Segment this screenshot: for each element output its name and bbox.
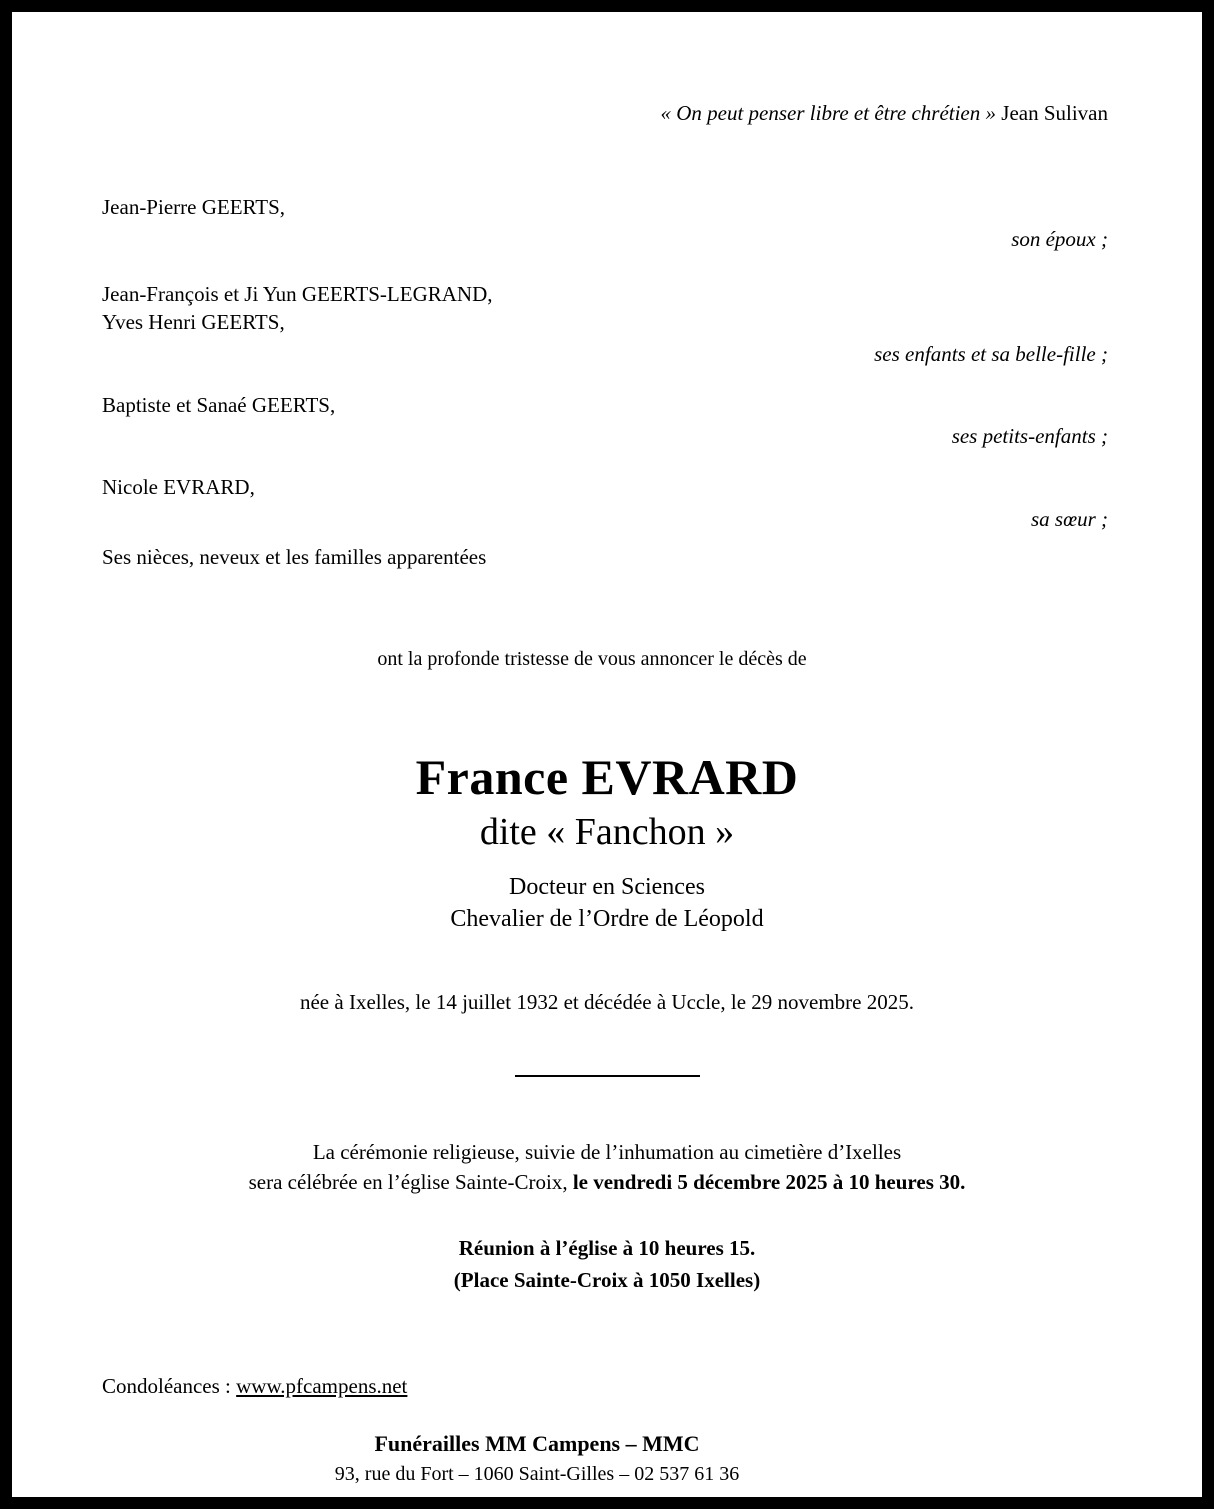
ceremony-line-2: [102, 1167, 1112, 1197]
condolences-label: Condoléances :: [102, 1374, 237, 1399]
family-names-children: [102, 280, 1112, 337]
family-name: Baptiste et Sanaé GEERTS,: [102, 392, 336, 417]
deceased-block: [102, 749, 1112, 935]
announcement-line: ont la profonde tristesse de vous annoncer le décès de: [377, 648, 807, 671]
epigraph: [102, 100, 1108, 127]
deceased-alias: dite « Fanchon »: [479, 811, 735, 854]
family-relation-children: ses enfants et sa belle-fille ;: [874, 341, 1108, 366]
divider-wrap: [102, 1067, 1112, 1085]
birth-death-dates: née à Ixelles, le 14 juillet 1932 et décédée à Uccle, le 29 novembre 2025.: [299, 989, 914, 1014]
family-relation-grandchildren: ses petits-enfants ;: [951, 424, 1108, 449]
deceased-title-primary: Docteur en Sciences: [509, 873, 705, 900]
condolences-line: [102, 1374, 1112, 1399]
reunion-block: [102, 1233, 1112, 1296]
family-group-sister: [102, 473, 1112, 532]
notice-content: [12, 12, 1202, 1497]
ceremony-date-time: le vendredi 5 décembre 2025 à 10 heures 30.: [572, 1169, 966, 1194]
family-name: Jean-François et Ji Yun GEERTS-LEGRAND,: [102, 281, 493, 306]
family-names-spouse: [102, 193, 1112, 221]
ceremony-line-2-prefix: sera célébrée en l’église Sainte-Croix,: [248, 1169, 573, 1194]
ceremony-block: [102, 1137, 1112, 1198]
funeral-home-footer: [0, 1429, 1112, 1488]
reunion-place: (Place Sainte-Croix à 1050 Ixelles): [453, 1267, 761, 1292]
family-group-grandchildren: [102, 391, 1112, 450]
spacer: [102, 254, 1112, 280]
reunion-time: Réunion à l’église à 10 heures 15.: [458, 1236, 756, 1261]
family-name: Jean-Pierre GEERTS,: [102, 195, 286, 220]
family-relation-spouse: son époux ;: [1011, 226, 1108, 251]
epigraph-quote: « On peut penser libre et être chrétien »: [660, 101, 997, 125]
family-name: Yves Henri GEERTS,: [102, 310, 285, 335]
deceased-title-secondary: Chevalier de l’Ordre de Léopold: [450, 906, 764, 933]
funeral-home-name: Funérailles MM Campens – MMC: [374, 1431, 700, 1457]
spacer: [102, 369, 1112, 391]
family-name: Nicole EVRARD,: [102, 475, 255, 500]
family-extended: Ses nièces, neveux et les familles apparentées: [102, 545, 487, 570]
family-names-grandchildren: [102, 391, 1112, 419]
epigraph-author: Jean Sulivan: [1001, 101, 1108, 125]
deceased-name: France EVRARD: [415, 749, 799, 806]
notice-border-frame: [10, 10, 1204, 1499]
funeral-home-address: 93, rue du Fort – 1060 Saint-Gilles – 02 537 61 36: [334, 1463, 740, 1486]
ceremony-line-1: La cérémonie religieuse, suivie de l’inhumation au cimetière d’Ixelles: [312, 1139, 902, 1164]
horizontal-divider: [515, 1074, 700, 1077]
family-group-children: [102, 280, 1112, 367]
family-relation-sister: sa sœur ;: [1030, 506, 1108, 531]
family-list: [102, 193, 1112, 570]
family-group-spouse: [102, 193, 1112, 252]
family-names-sister: [102, 473, 1112, 501]
condolences-link[interactable]: www.pfcampens.net: [236, 1374, 408, 1399]
spacer: [102, 451, 1112, 473]
